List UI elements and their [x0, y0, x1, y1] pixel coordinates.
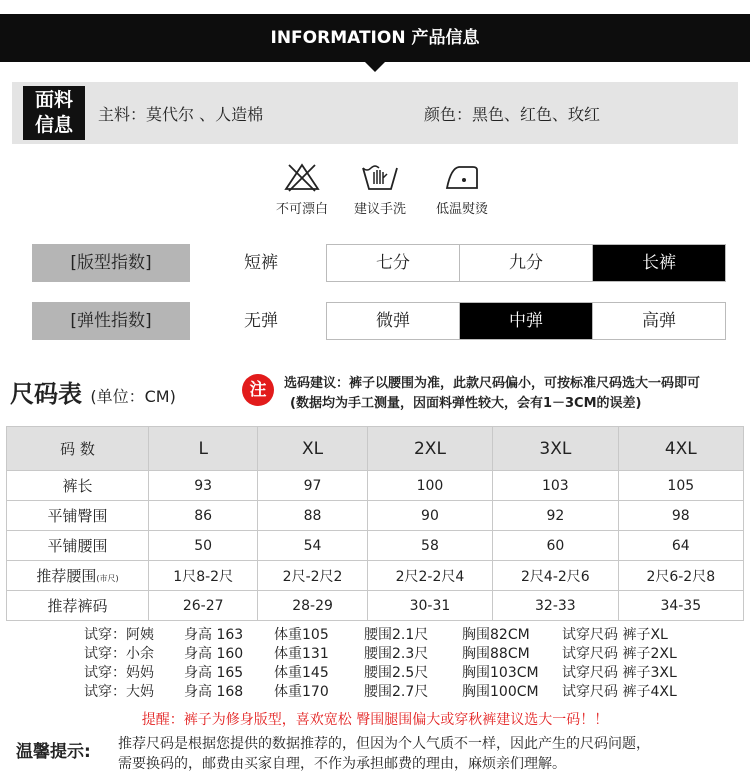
fabric-tag-line2: 信息 [34, 114, 73, 136]
trial-person: 试穿：大妈 [84, 684, 154, 700]
table-cell: 60 [493, 531, 618, 561]
trial-person: 试穿：妈妈 [84, 665, 154, 681]
trial-waist: 腰围2.3尺 [364, 646, 429, 662]
size-header: 2XL [367, 427, 492, 471]
table-row [7, 471, 744, 501]
fabric-tag-line1: 面料 [34, 89, 73, 111]
row-label: 裤长 [7, 471, 149, 501]
banner-title: INFORMATION 产品信息 [270, 28, 480, 48]
advice-line: 选码建议：裤子以腰围为准，此款尺码偏小，可按标准尺码选大一码即可 [284, 376, 701, 391]
elastic-index-label: [弹性指数] [32, 302, 190, 340]
table-row [7, 501, 744, 531]
trial-chest: 胸围88CM [462, 646, 530, 662]
trial-row [84, 645, 677, 664]
trial-weight: 体重145 [274, 665, 329, 681]
table-cell: 2尺2-2尺4 [367, 561, 492, 591]
table-cell: 54 [258, 531, 367, 561]
table-cell: 88 [258, 501, 367, 531]
elastic-option: 微弹 [376, 311, 410, 331]
table-cell: 92 [493, 501, 618, 531]
table-cell: 1尺8-2尺 [149, 561, 258, 591]
info-banner [0, 0, 750, 62]
table-cell: 100 [367, 471, 492, 501]
fit-option: 九分 [459, 245, 592, 281]
table-row [7, 591, 744, 621]
table-cell: 32-33 [493, 591, 618, 621]
care-item-hand-wash [340, 162, 420, 217]
fit-index-label: [版型指数] [32, 244, 190, 282]
trial-size: 试穿尺码 裤子3XL [562, 665, 677, 681]
size-chart-title [10, 374, 176, 409]
trial-size: 试穿尺码 裤子XL [562, 627, 668, 643]
size-advice [284, 374, 700, 414]
size-header-label: 码 数 [7, 427, 149, 471]
table-cell: 64 [618, 531, 743, 561]
fit-option: 七分 [376, 253, 410, 273]
size-chart-heading: 尺码表 [10, 380, 82, 408]
row-note: (市尺) [96, 574, 119, 583]
row-label: 推荐裤码 [7, 591, 149, 621]
trial-chest: 胸围100CM [462, 684, 539, 700]
table-cell: 50 [149, 531, 258, 561]
table-cell: 86 [149, 501, 258, 531]
table-cell: 58 [367, 531, 492, 561]
trial-person: 试穿：阿姨 [84, 627, 154, 643]
colors-text: 颜色：黑色、红色、玫红 [424, 105, 601, 124]
trial-chest: 胸围82CM [462, 627, 530, 643]
trial-row [84, 683, 677, 702]
elastic-option: 高弹 [592, 303, 725, 339]
size-header: L [149, 427, 258, 471]
kind-notice-label: 温馨提示: [16, 742, 91, 762]
trial-chest: 胸围103CM [462, 665, 539, 681]
table-cell: 93 [149, 471, 258, 501]
table-cell: 34-35 [618, 591, 743, 621]
trial-height: 身高 163 [184, 627, 244, 643]
table-cell: 30-31 [367, 591, 492, 621]
trial-row [84, 664, 677, 683]
table-cell: 26-27 [149, 591, 258, 621]
trial-waist: 腰围2.5尺 [364, 665, 429, 681]
fit-option-selected: 长裤 [592, 245, 725, 281]
table-row [7, 561, 744, 591]
banner-notch [365, 62, 385, 72]
size-chart-unit: (单位：CM) [90, 387, 176, 406]
size-header: 3XL [493, 427, 618, 471]
care-label: 建议手洗 [353, 202, 406, 217]
warning-badge: 注 [242, 374, 274, 406]
trial-size: 试穿尺码 裤子4XL [562, 684, 677, 700]
elastic-option-selected: 中弹 [459, 303, 592, 339]
table-cell: 97 [258, 471, 367, 501]
care-item-no-bleach [262, 162, 342, 217]
row-label: 平铺臀围 [7, 501, 149, 531]
table-row [7, 531, 744, 561]
trial-weight: 体重170 [274, 684, 329, 700]
table-cell: 28-29 [258, 591, 367, 621]
table-cell: 90 [367, 501, 492, 531]
care-item-low-iron [422, 162, 502, 217]
table-cell: 2尺4-2尺6 [493, 561, 618, 591]
trial-height: 身高 168 [184, 684, 244, 700]
size-header: XL [258, 427, 367, 471]
low-iron-icon [443, 162, 481, 192]
size-header: 4XL [618, 427, 743, 471]
trial-size: 试穿尺码 裤子2XL [562, 646, 677, 662]
trial-weight: 体重131 [274, 646, 329, 662]
care-label: 低温熨烫 [435, 202, 488, 217]
table-cell: 2尺-2尺2 [258, 561, 367, 591]
size-table-header [7, 427, 744, 471]
reminder-tip: 提醒：裤子为修身版型，喜欢宽松 臀围腿围偏大或穿秋裤建议选大一码！！ [141, 712, 609, 728]
trial-waist: 腰围2.1尺 [364, 627, 429, 643]
trial-list [84, 626, 677, 702]
hand-wash-icon [361, 162, 399, 192]
trial-weight: 体重105 [274, 627, 329, 643]
row-label-with-note [7, 561, 149, 591]
material-text: 主料：莫代尔 、人造棉 [98, 105, 264, 124]
care-label: 不可漂白 [275, 202, 328, 217]
table-cell: 2尺6-2尺8 [618, 561, 743, 591]
row-label: 平铺腰围 [7, 531, 149, 561]
trial-person: 试穿：小余 [84, 646, 154, 662]
fabric-info [12, 82, 738, 144]
trial-height: 身高 165 [184, 665, 244, 681]
no-bleach-icon [283, 162, 321, 192]
kind-notice-text [118, 734, 650, 774]
table-cell: 103 [493, 471, 618, 501]
fabric-tag [23, 86, 85, 140]
trial-waist: 腰围2.7尺 [364, 684, 429, 700]
size-table [6, 426, 744, 621]
table-cell: 98 [618, 501, 743, 531]
fit-index-first: 短裤 [244, 253, 278, 273]
table-cell: 105 [618, 471, 743, 501]
fit-index-segments [326, 244, 726, 282]
kind-notice-line: 需要换码的，邮费由买家自理，不作为承担邮费的理由，麻烦亲们理解。 [118, 756, 566, 772]
row-label: 推荐腰围 [36, 567, 97, 585]
advice-line: (数据均为手工测量，因面料弹性较大，会有1－3CM的误差) [290, 396, 642, 411]
trial-row [84, 626, 677, 645]
elastic-index-first: 无弹 [244, 311, 278, 331]
kind-notice-line: 推荐尺码是根据您提供的数据推荐的，但因为个人气质不一样，因此产生的尺码问题， [118, 736, 650, 752]
elastic-index-segments [326, 302, 726, 340]
trial-height: 身高 160 [184, 646, 244, 662]
